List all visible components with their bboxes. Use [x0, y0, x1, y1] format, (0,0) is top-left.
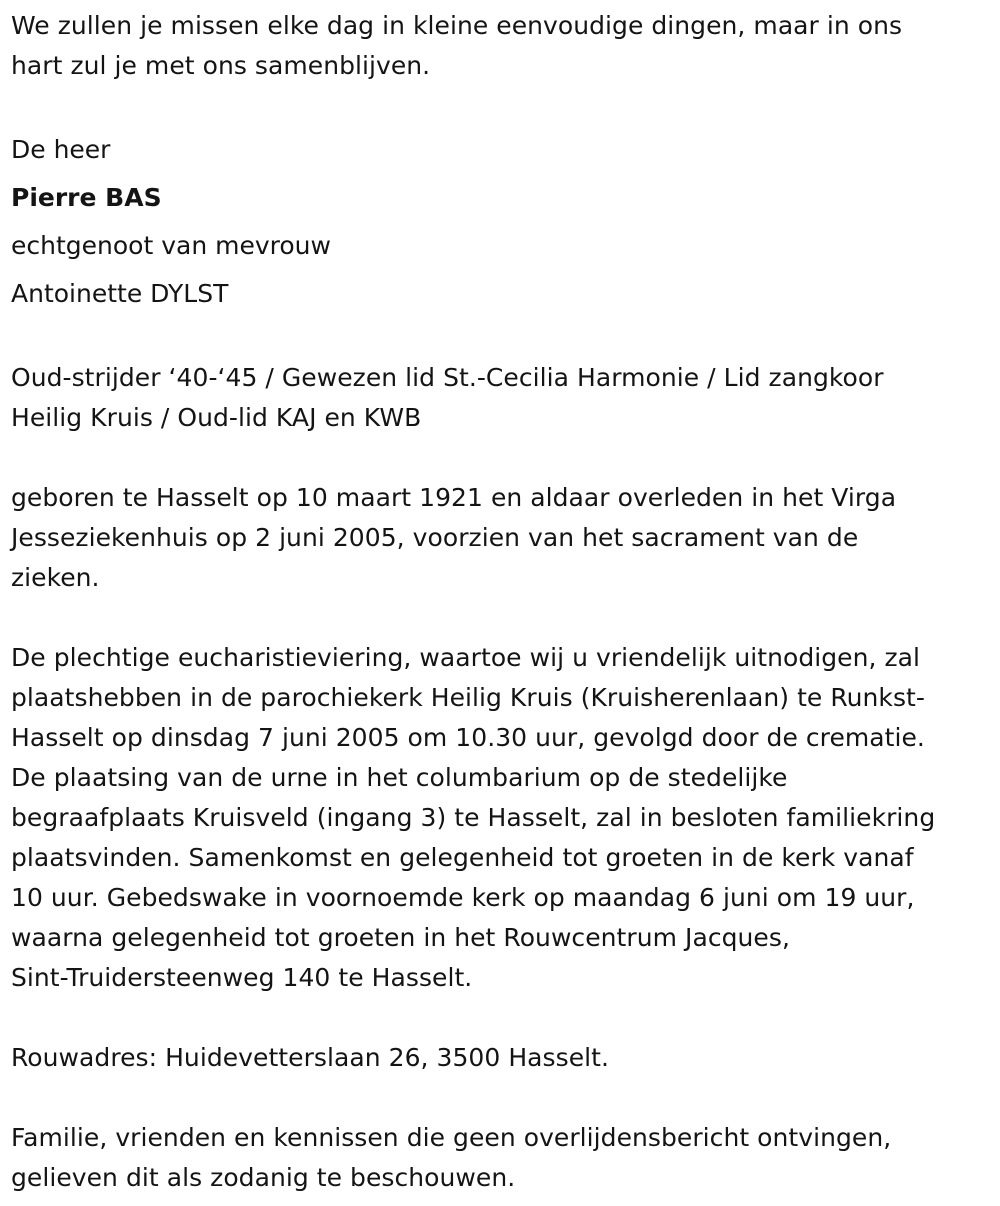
relation-text: echtgenoot van mevrouw	[11, 231, 331, 260]
ceremony-line: De plechtige eucharistieviering, waartoe wij u vriendelijk uitnodigen, zal	[11, 643, 921, 672]
ceremony-line: 10 uur. Gebedswake in voornoemde kerk op maandag 6 juni om 19 uur,	[11, 883, 915, 912]
spacer	[11, 438, 990, 478]
quote-block	[11, 6, 990, 86]
closing-line: gelieven dit als zodanig te beschouwen.	[11, 1163, 516, 1192]
birth-death-line: geboren te Hasselt op 10 maart 1921 en aldaar overleden in het Virga	[11, 483, 897, 512]
spacer	[11, 598, 990, 638]
ceremony-line: Sint-Truidersteenweg 140 te Hasselt.	[11, 963, 473, 992]
quote-line: We zullen je missen elke dag in kleine eenvoudige dingen, maar in ons	[11, 11, 903, 40]
memberships-block	[11, 358, 990, 438]
birth-death-line: Jesseziekenhuis op 2 juni 2005, voorzien van het sacrament van de	[11, 523, 859, 552]
quote-line: hart zul je met ons samenblijven.	[11, 51, 431, 80]
ceremony-block	[11, 638, 990, 998]
spacer	[11, 318, 990, 358]
deceased-block	[11, 126, 990, 318]
spacer	[11, 1078, 990, 1118]
ceremony-line: waarna gelegenheid tot groeten in het Rouwcentrum Jacques,	[11, 923, 790, 952]
spacer	[11, 86, 990, 126]
ceremony-line: plaatsvinden. Samenkomst en gelegenheid tot groeten in de kerk vanaf	[11, 843, 914, 872]
memberships-line: Oud-strijder ‘40-‘45 / Gewezen lid St.-Cecilia Harmonie / Lid zangkoor	[11, 363, 884, 392]
ceremony-line: plaatshebben in de parochiekerk Heilig Kruis (Kruisherenlaan) te Runkst-	[11, 683, 925, 712]
deceased-name: Pierre BAS	[11, 183, 162, 212]
spacer	[11, 998, 990, 1038]
birth-death-block	[11, 478, 990, 598]
ceremony-line: begraafplaats Kruisveld (ingang 3) te Hasselt, zal in besloten familiekring	[11, 803, 936, 832]
memberships-line: Heilig Kruis / Oud-lid KAJ en KWB	[11, 403, 422, 432]
ceremony-line: De plaatsing van de urne in het columbarium op de stedelijke	[11, 763, 788, 792]
closing-line: Familie, vrienden en kennissen die geen overlijdensbericht ontvingen,	[11, 1123, 892, 1152]
ceremony-line: Hasselt op dinsdag 7 juni 2005 om 10.30 uur, gevolgd door de crematie.	[11, 723, 925, 752]
birth-death-line: zieken.	[11, 563, 100, 592]
mourning-address: Rouwadres: Huidevetterslaan 26, 3500 Hasselt.	[11, 1043, 609, 1072]
salutation: De heer	[11, 135, 111, 164]
closing-block	[11, 1118, 990, 1198]
address-block	[11, 1038, 990, 1078]
spouse-name: Antoinette DYLST	[11, 279, 229, 308]
